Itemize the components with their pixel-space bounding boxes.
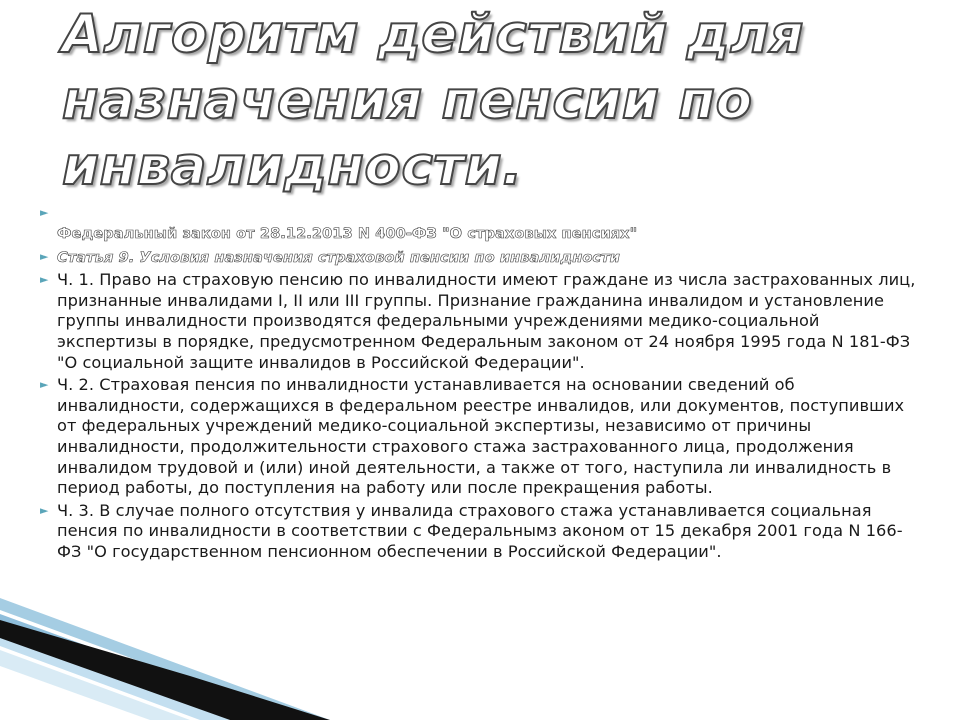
slide-title: Алгоритм действий для назначения пенсии по инвалидности. [62, 4, 804, 197]
law-heading: Федеральный закон от 28.12.2013 N 400-ФЗ "О страховых пенсиях" [57, 225, 638, 242]
paragraph-text: Ч. 3. В случае полного отсутствия у инвалида страхового стажа устанавливается социальная пенсия по инвалидности в соответствии с Федеральнымз аконом от 15 декабря 2001 года N 166-ФЗ "О государственном пенсионном обеспечении в Российской Федерации". [57, 500, 903, 561]
bullet-article [40, 247, 920, 269]
bullet-arrow-icon: ► [40, 273, 49, 287]
bullet-paragraph-2 [40, 375, 920, 499]
paragraph-text: Ч. 1. Право на страховую пенсию по инвалидности имеют граждане из числа застрахованных лиц, признанные инвалидами I, II или III группы. Признание гражданина инвалидом и установление группы инвалидности производятся федеральными учреждениями медико-социальной экспертизы в порядке, предусмотренном Федеральным законом от 24 ноября 1995 года N 181-ФЗ "О социальной защите инвалидов в Российской Федерации". [57, 270, 916, 372]
bullet-arrow-icon: ► [40, 249, 49, 263]
bullet-arrow-icon: ► [40, 378, 49, 392]
bullet-paragraph-1 [40, 270, 920, 373]
bullet-paragraph-3 [40, 501, 920, 563]
bullet-arrow-icon: ► [40, 503, 49, 517]
article-heading: Статья 9. Условия назначения страховой пенсии по инвалидности [57, 248, 620, 266]
bullet-arrow-icon: ► [40, 206, 49, 219]
bullet-empty [40, 203, 920, 223]
decorative-stripes [0, 580, 330, 720]
paragraph-text: Ч. 2. Страховая пенсия по инвалидности устанавливается на основании сведений об инвалидности, содержащихся в федеральном реестре инвалидов, или документов, поступивших от федеральных учреждений медико-социальной экспертизы, независимо от причины инвалидности, продолжительности страхового стажа застрахованного лица, продолжения инвалидом трудовой и (или) иной деятельности, а также от того, наступила ли инвалидность в период работы, до поступления на работу или после прекращения работы. [57, 375, 905, 498]
slide-body [40, 203, 920, 563]
